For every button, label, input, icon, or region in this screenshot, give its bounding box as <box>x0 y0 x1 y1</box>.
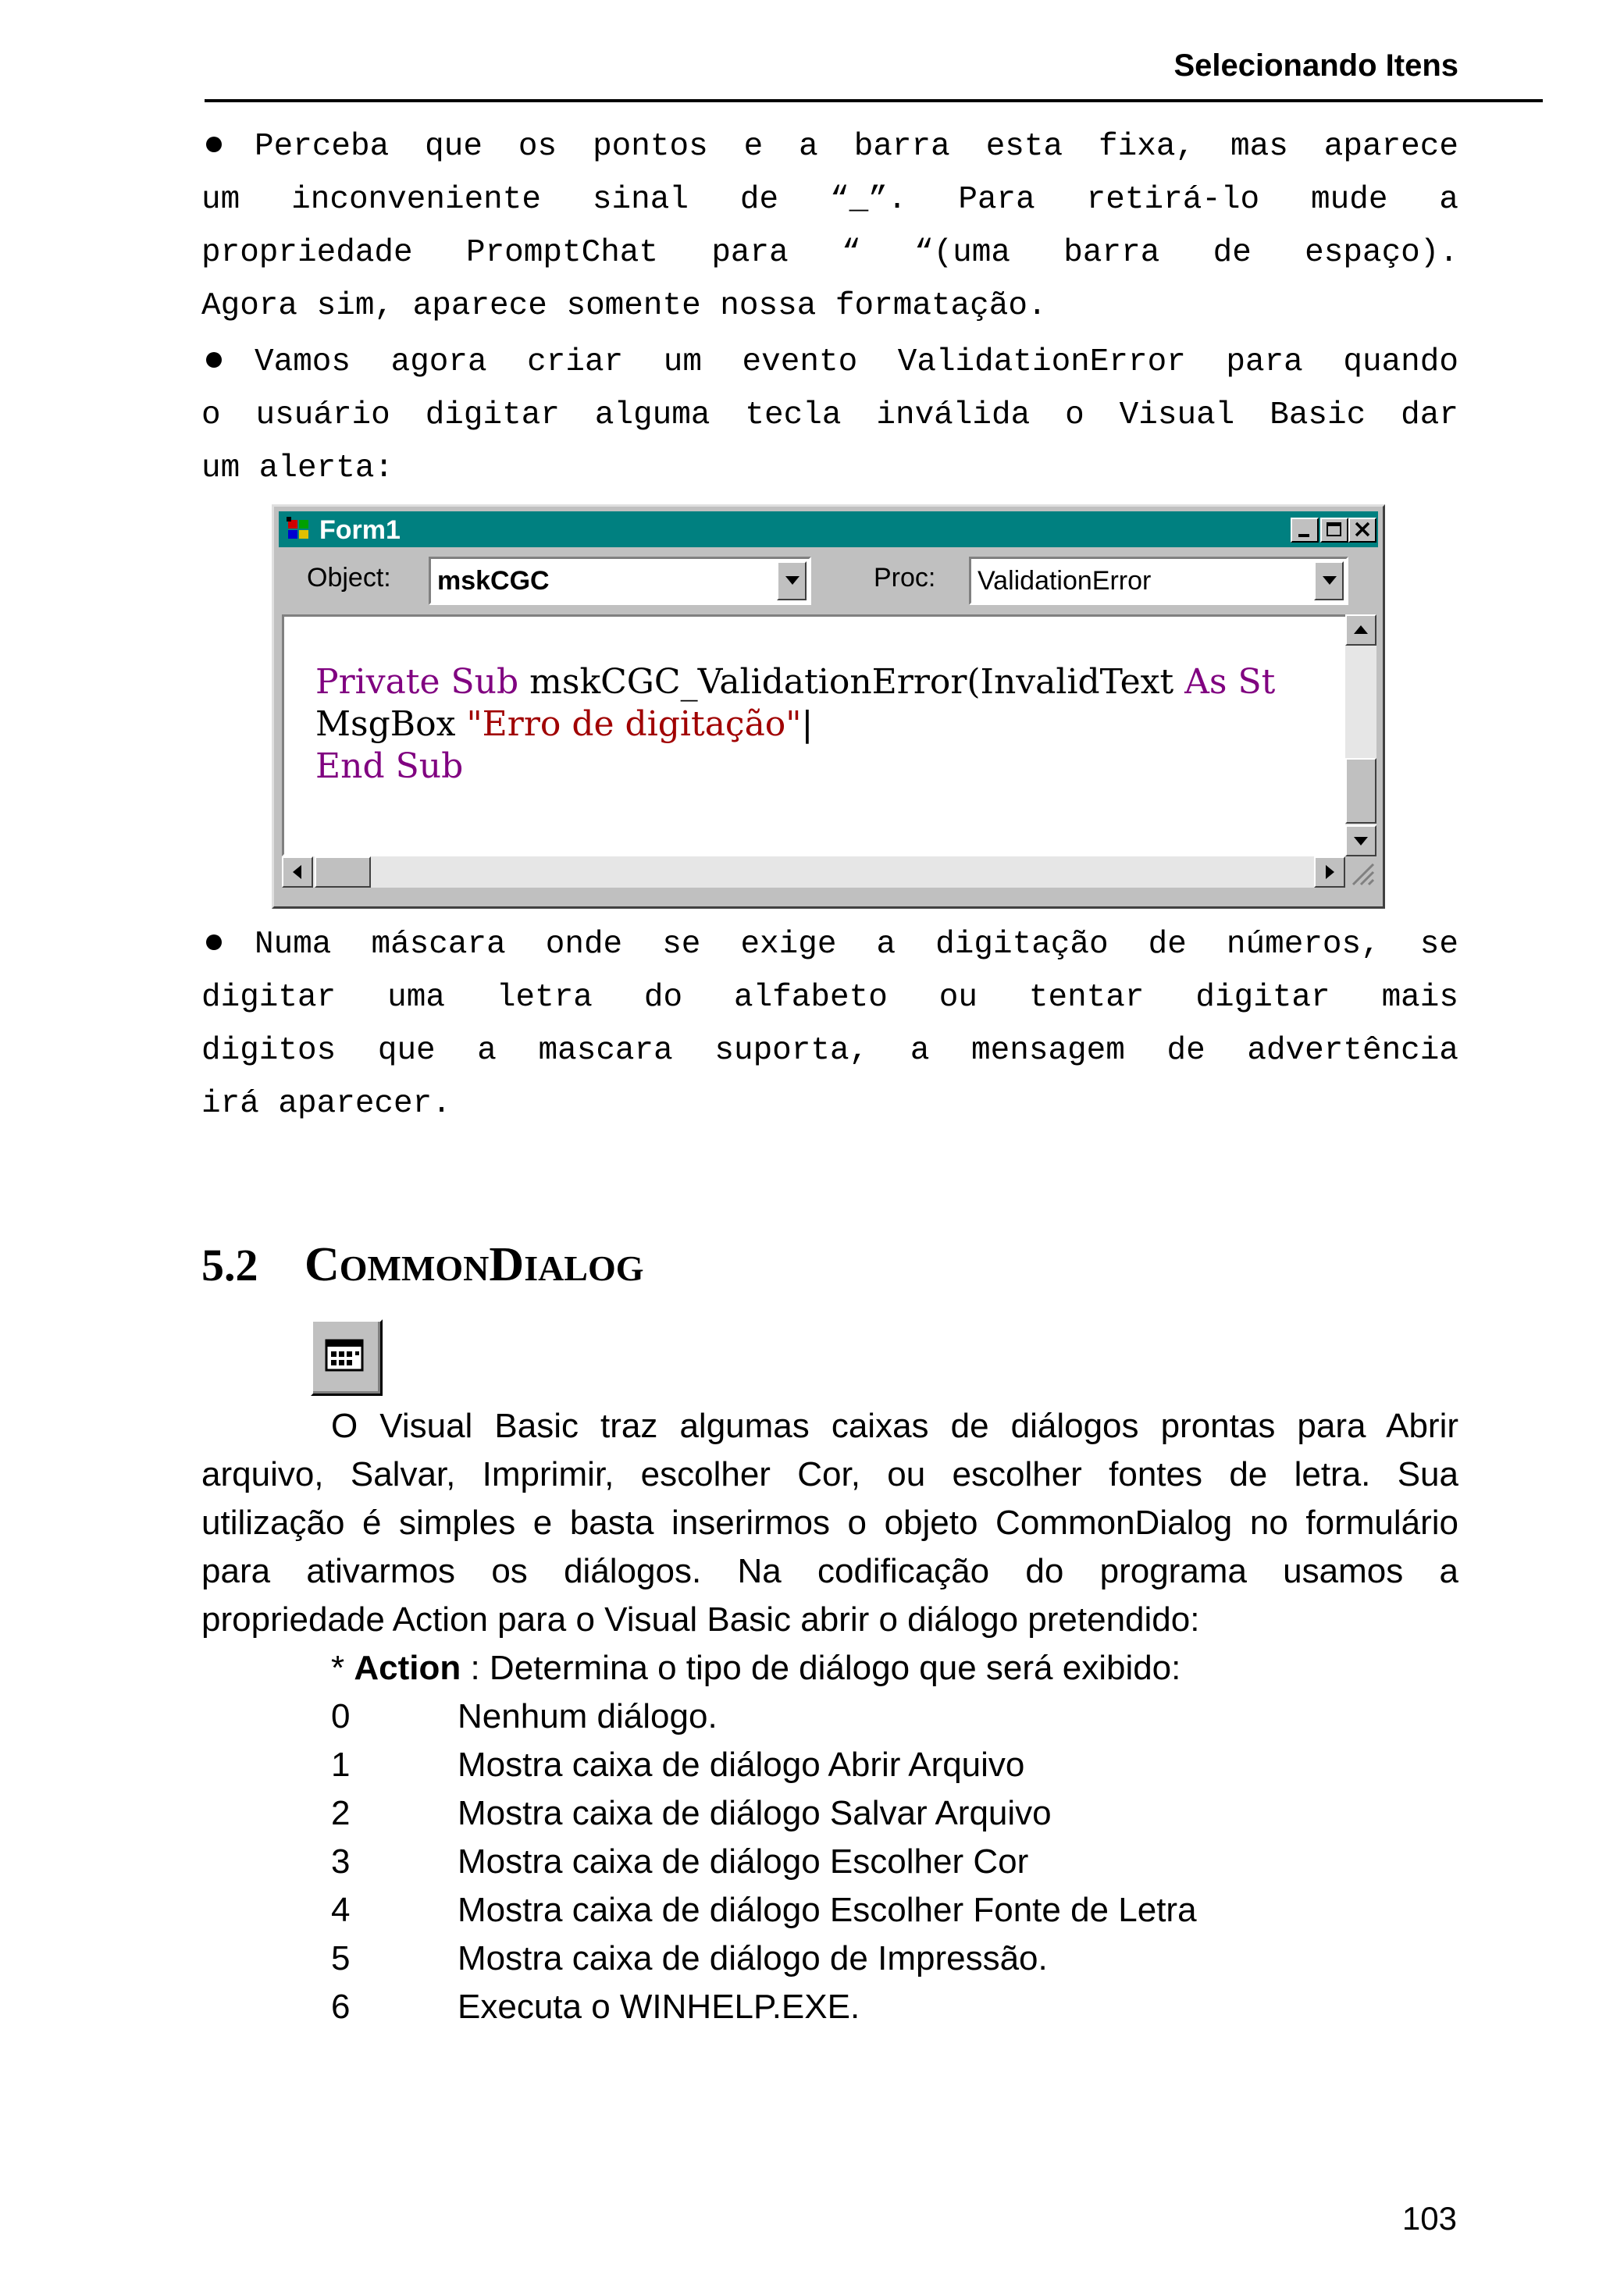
body-line: utilização é simples e basta inserirmos o objeto CommonDialog no formulário <box>201 1504 1458 1542</box>
body-line: propriedade Action para o Visual Basic abrir o diálogo pretendido: <box>201 1600 1200 1639</box>
option-number: 3 <box>331 1842 351 1881</box>
window-title: Form1 <box>319 515 401 545</box>
scroll-left-button[interactable] <box>282 856 313 888</box>
option-text: Mostra caixa de diálogo Escolher Fonte de Letra <box>458 1891 1197 1929</box>
arrow-left-icon <box>293 865 301 879</box>
option-text: Mostra caixa de diálogo Escolher Cor <box>458 1842 1029 1881</box>
proc-combo[interactable] <box>969 557 1348 605</box>
page-number: 103 <box>1401 2200 1457 2237</box>
option-text: Nenhum diálogo. <box>458 1697 718 1735</box>
option-text: Mostra caixa de diálogo Salvar Arquivo <box>458 1794 1052 1832</box>
arrow-up-icon <box>1354 625 1368 634</box>
proc-combo-value: ValidationError <box>978 566 1152 596</box>
code-line-1: Private Sub mskCGC_ValidationError(InvalidText As St <box>315 662 1276 702</box>
commondialog-icon <box>311 1319 383 1396</box>
vertical-scroll-thumb[interactable] <box>1345 758 1376 824</box>
option-number: 0 <box>331 1697 351 1735</box>
text-cursor: | <box>801 704 814 744</box>
bullet-paragraph-2 <box>201 336 1458 495</box>
bullet-paragraph-3 <box>201 918 1458 1130</box>
bullet-line: propriedade PromptChat para “ “(uma barra de espaço). <box>201 235 1458 271</box>
option-number: 5 <box>331 1939 351 1977</box>
bullet-paragraph-1 <box>201 120 1458 333</box>
scroll-down-button[interactable] <box>1345 825 1376 856</box>
header-rule <box>205 99 1543 102</box>
object-combo[interactable] <box>429 557 811 605</box>
section-heading: 5.2 COMMONDIALOG <box>201 1238 644 1291</box>
vb-form-icon <box>287 517 312 542</box>
title-bar[interactable] <box>279 511 1378 547</box>
body-line: arquivo, Salvar, Imprimir, escolher Cor, ou escolher fontes de letra. Sua <box>201 1455 1458 1493</box>
proc-label: Proc: <box>874 563 936 593</box>
bullet-line: Perceba que os pontos e a barra esta fixa, mas aparece <box>201 120 1458 173</box>
option-number: 2 <box>331 1794 351 1832</box>
bullet-dot-icon <box>206 934 222 950</box>
object-combo-value: mskCGC <box>437 566 550 596</box>
action-definition: * Action : Determina o tipo de diálogo que será exibido: <box>331 1649 1181 1687</box>
vb-code-window <box>272 504 1385 909</box>
maximize-button[interactable] <box>1320 518 1348 543</box>
resize-grip-icon[interactable] <box>1347 858 1375 886</box>
maximize-icon <box>1322 519 1347 541</box>
object-label: Object: <box>307 563 391 593</box>
body-line: para ativarmos os diálogos. Na codificação do programa usamos a <box>201 1552 1458 1590</box>
option-number: 6 <box>331 1988 351 2026</box>
minimize-button[interactable] <box>1291 518 1319 543</box>
proc-dropdown-button[interactable] <box>1314 561 1344 600</box>
bullet-line: Agora sim, aparece somente nossa formatação. <box>201 288 1047 324</box>
close-icon <box>1350 519 1375 541</box>
bullet-line: Numa máscara onde se exige a digitação de números, se <box>201 918 1458 971</box>
code-editor[interactable] <box>282 614 1364 856</box>
close-button[interactable] <box>1348 518 1376 543</box>
option-number: 1 <box>331 1746 351 1784</box>
horizontal-scrollbar[interactable] <box>282 856 1345 888</box>
bullet-dot-icon <box>206 137 222 152</box>
commondialog-glyph <box>313 1322 380 1394</box>
chevron-down-icon <box>1323 576 1337 585</box>
arrow-down-icon <box>1354 837 1368 845</box>
section-number: 5.2 <box>201 1240 258 1290</box>
bullet-line: um inconveniente sinal de “_”. Para retirá-lo mude a <box>201 182 1458 218</box>
arrow-right-icon <box>1326 865 1334 879</box>
bullet-line: o usuário digitar alguma tecla inválida o Visual Basic dar <box>201 397 1458 433</box>
option-number: 4 <box>331 1891 351 1929</box>
option-text: Mostra caixa de diálogo de Impressão. <box>458 1939 1048 1977</box>
code-line-3: End Sub <box>315 746 464 786</box>
body-paragraph <box>201 1402 1458 1644</box>
bullet-line: digitos que a mascara suporta, a mensagem de advertência <box>201 1033 1458 1069</box>
option-text: Mostra caixa de diálogo Abrir Arquivo <box>458 1746 1025 1784</box>
scroll-up-button[interactable] <box>1345 614 1376 646</box>
bullet-dot-icon <box>206 352 222 368</box>
scroll-right-button[interactable] <box>1314 856 1345 888</box>
running-header: Selecionando Itens <box>1173 48 1458 83</box>
action-term: Action <box>354 1649 461 1687</box>
minimize-icon <box>1292 519 1317 541</box>
horizontal-scroll-thumb[interactable] <box>315 856 371 888</box>
bullet-line: Vamos agora criar um evento ValidationError para quando <box>201 336 1458 389</box>
bullet-line: digitar uma letra do alfabeto ou tentar digitar mais <box>201 980 1458 1016</box>
option-text: Executa o WINHELP.EXE. <box>458 1988 860 2026</box>
vertical-scrollbar[interactable] <box>1345 614 1376 856</box>
bullet-line: irá aparecer. <box>201 1086 451 1122</box>
chevron-down-icon <box>785 576 800 585</box>
object-dropdown-button[interactable] <box>777 561 807 600</box>
body-line: O Visual Basic traz algumas caixas de diálogos prontas para Abrir <box>331 1407 1458 1445</box>
code-line-2: MsgBox "Erro de digitação"| <box>315 704 814 744</box>
bullet-line: um alerta: <box>201 450 394 486</box>
